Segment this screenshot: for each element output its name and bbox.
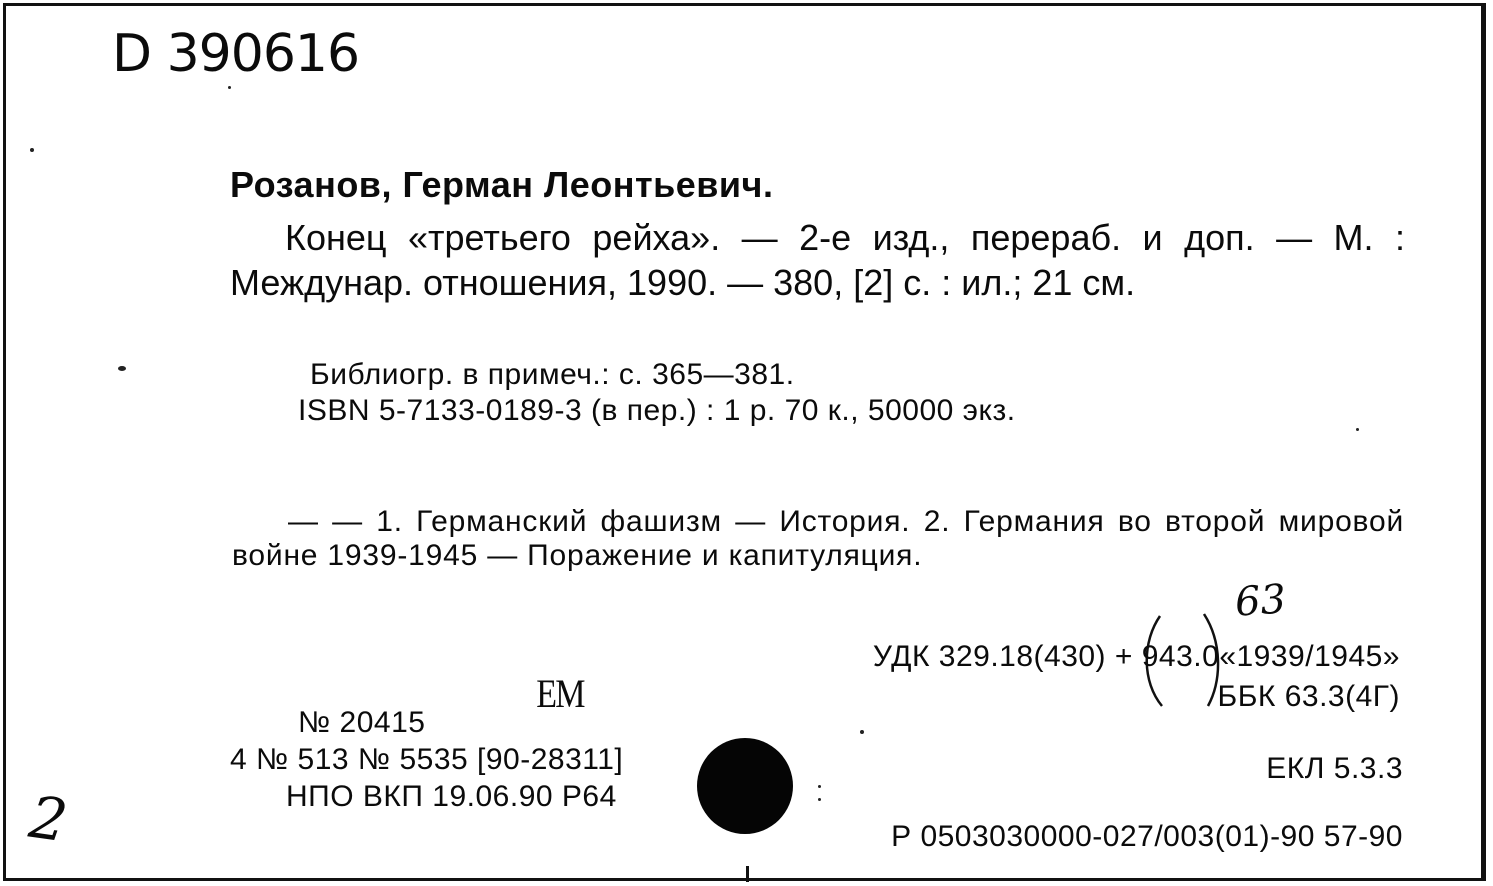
subject-headings: — — 1. Германский фашизм — История. 2. Германия во второй мировой войне 1939-1945 — Поражение и капитуляция. (232, 505, 1404, 572)
handwritten-number-2: 2 (25, 782, 72, 856)
bibliography-note: Библиогр. в примеч.: с. 365—381. (310, 358, 795, 391)
bibliographic-description: Конец «третьего рейха». — 2-е изд., перераб. и доп. — М. : Междунар. отношения, 1990. — 380, [2] с. : ил.; 21 см. (230, 217, 1405, 303)
ekl-code: ЕКЛ 5.3.3 (1266, 752, 1403, 785)
dust-speck (228, 86, 231, 89)
em-stamp: ЕМ (536, 671, 584, 716)
printer-line: НПО ВКП 19.06.90 Р64 (286, 780, 617, 813)
publisher-index-code: Р 0503030000-027/003(01)-90 57-90 (891, 820, 1403, 853)
dust-speck (860, 730, 864, 734)
dust-speck (30, 148, 34, 152)
dust-speck (118, 366, 126, 371)
order-line: 4 № 513 № 5535 [90-28311] (230, 743, 624, 776)
dust-speck (1356, 428, 1359, 431)
udk-code: УДК 329.18(430) + 943.0«1939/1945» (872, 640, 1400, 673)
dust-speck (818, 785, 821, 788)
card-notch-mark (746, 866, 749, 882)
isbn-note: ISBN 5-7133-0189-3 (в пер.) : 1 р. 70 к., 50000 экз. (298, 394, 1016, 427)
call-number: D 390616 (112, 24, 360, 84)
handwritten-number-63: 63 (1233, 576, 1288, 626)
dust-speck (818, 798, 821, 801)
author-heading: Розанов, Герман Леонтьевич. (230, 164, 774, 205)
inventory-number: № 20415 (298, 706, 426, 739)
bbk-code: ББК 63.3(4Г) (1217, 680, 1400, 713)
punch-hole (697, 738, 793, 834)
